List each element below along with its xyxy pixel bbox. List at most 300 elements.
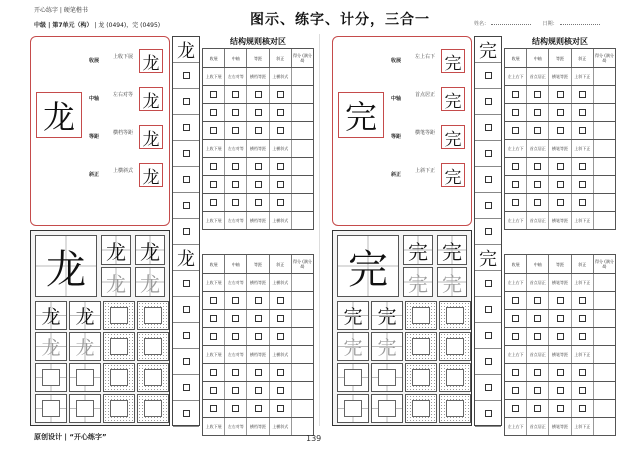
checkbox[interactable] [557, 297, 564, 304]
checkbox[interactable] [557, 109, 564, 116]
table-cell: 横笔等距 [549, 212, 571, 229]
checkbox[interactable] [534, 199, 541, 206]
checkbox[interactable] [277, 297, 284, 304]
table-cell [292, 292, 313, 309]
practice-cell[interactable] [403, 235, 433, 265]
checkbox[interactable] [485, 72, 492, 79]
checkbox[interactable] [485, 202, 492, 209]
checkbox[interactable] [183, 358, 190, 365]
checkbox[interactable] [255, 91, 262, 98]
practice-char: 完 [377, 306, 397, 328]
checkbox[interactable] [183, 410, 190, 417]
table-cell: 横档等距 [247, 140, 269, 157]
table-cell [527, 158, 549, 175]
table-cell: 上斜下正 [572, 212, 594, 229]
practice-cell[interactable] [135, 267, 165, 297]
table-cell: 上横斜式 [270, 140, 292, 157]
practice-cell[interactable] [371, 332, 403, 361]
checkbox[interactable] [183, 98, 190, 105]
table-cell [594, 122, 615, 139]
checkbox[interactable] [512, 127, 519, 134]
checkbox[interactable] [579, 387, 586, 394]
table-cell: 左上右下 [505, 212, 527, 229]
checkbox[interactable] [557, 127, 564, 134]
checkbox[interactable] [183, 72, 190, 79]
checkbox[interactable] [255, 387, 262, 394]
table-cell [203, 122, 225, 139]
practice-cell[interactable] [337, 394, 369, 423]
practice-cell[interactable] [337, 301, 369, 330]
check-column [474, 36, 502, 426]
table-row [504, 382, 616, 400]
checkbox[interactable] [534, 387, 541, 394]
checkbox[interactable] [557, 387, 564, 394]
checkbox[interactable] [277, 109, 284, 116]
checkbox[interactable] [534, 181, 541, 188]
table-row [202, 292, 314, 310]
table-cell [549, 122, 571, 139]
table-cell [527, 328, 549, 345]
table-cell [225, 104, 247, 121]
practice-cell[interactable] [439, 332, 471, 361]
checkbox[interactable] [534, 163, 541, 170]
checkbox[interactable] [183, 228, 190, 235]
checkbox[interactable] [255, 109, 262, 116]
checkbox[interactable] [210, 405, 217, 412]
checkbox[interactable] [485, 384, 492, 391]
table-row [504, 292, 616, 310]
checkbox[interactable] [512, 315, 519, 322]
table-cell [527, 292, 549, 309]
table-cell [594, 158, 615, 175]
checkbox[interactable] [277, 387, 284, 394]
table-header-cell: 中轴 [225, 49, 247, 67]
checkbox[interactable] [485, 124, 492, 131]
rule-example-char: 龙 [139, 125, 163, 149]
practice-box [42, 400, 60, 416]
date-label: 日期： [542, 21, 558, 27]
rule-example-char: 完 [441, 163, 465, 187]
checkbox[interactable] [277, 127, 284, 134]
checkbox[interactable] [277, 91, 284, 98]
checkbox[interactable] [512, 297, 519, 304]
checkbox[interactable] [579, 181, 586, 188]
checkbox[interactable] [557, 199, 564, 206]
checkbox[interactable] [277, 405, 284, 412]
table-cell [292, 122, 313, 139]
checkbox[interactable] [210, 91, 217, 98]
table-cell [527, 104, 549, 121]
checkbox[interactable] [232, 369, 239, 376]
checkbox[interactable] [557, 315, 564, 322]
table-cell [527, 176, 549, 193]
table-cell [292, 212, 313, 229]
rule-example-char: 完 [441, 87, 465, 111]
table-row [504, 68, 616, 86]
table-cell [594, 382, 615, 399]
checkbox[interactable] [557, 369, 564, 376]
table-row [202, 274, 314, 292]
checkbox[interactable] [210, 163, 217, 170]
table-header-cell: 等距 [549, 255, 571, 273]
checkbox[interactable] [534, 109, 541, 116]
practice-cell[interactable] [337, 332, 369, 361]
checkbox[interactable] [183, 124, 190, 131]
rule-label-3: 斜正 [89, 172, 100, 178]
practice-cell[interactable] [405, 301, 437, 330]
practice-box [412, 307, 430, 323]
practice-cell[interactable] [337, 363, 369, 392]
practice-char: 完 [408, 271, 428, 296]
table-cell: 上收下展 [203, 68, 225, 85]
practice-box [144, 307, 162, 323]
table-cell [247, 292, 269, 309]
checkbox[interactable] [534, 405, 541, 412]
practice-big-char: 完 [348, 246, 388, 293]
checkbox[interactable] [277, 369, 284, 376]
table-cell [225, 364, 247, 381]
practice-cell[interactable] [137, 332, 169, 361]
practice-cell[interactable] [103, 301, 135, 330]
table-row [504, 158, 616, 176]
checkbox[interactable] [232, 315, 239, 322]
practice-cell[interactable] [69, 332, 101, 361]
table-cell [247, 364, 269, 381]
checkbox[interactable] [485, 98, 492, 105]
table-row [504, 86, 616, 104]
table-cell [247, 176, 269, 193]
checkbox[interactable] [512, 181, 519, 188]
page-divider [319, 34, 320, 426]
practice-char: 完 [377, 337, 397, 359]
table-header-cell: 收展 [505, 255, 527, 273]
rule-example-char: 龙 [139, 49, 163, 73]
checkbox[interactable] [232, 405, 239, 412]
practice-box [344, 369, 362, 385]
checkbox[interactable] [485, 228, 492, 235]
practice-cell[interactable] [371, 363, 403, 392]
practice-cell[interactable] [137, 394, 169, 423]
checkbox[interactable] [277, 315, 284, 322]
checkbox[interactable] [232, 91, 239, 98]
practice-box [446, 338, 464, 354]
checkbox[interactable] [579, 109, 586, 116]
checkbox[interactable] [534, 127, 541, 134]
checkbox[interactable] [210, 109, 217, 116]
table-cell: 横档等距 [247, 274, 269, 291]
practice-cell[interactable] [437, 267, 467, 297]
checkbox[interactable] [183, 176, 190, 183]
practice-cell[interactable] [35, 332, 67, 361]
checkbox[interactable] [485, 332, 492, 339]
checkbox[interactable] [232, 163, 239, 170]
checkbox[interactable] [210, 181, 217, 188]
checkbox[interactable] [534, 315, 541, 322]
checkbox[interactable] [512, 91, 519, 98]
checkbox[interactable] [232, 333, 239, 340]
table-cell: 横笔等距 [549, 274, 571, 291]
table-cell [225, 382, 247, 399]
practice-cell[interactable] [69, 363, 101, 392]
checkbox[interactable] [183, 280, 190, 287]
table-row [202, 176, 314, 194]
practice-char: 龙 [140, 271, 160, 296]
table-cell [225, 158, 247, 175]
checkbox[interactable] [232, 181, 239, 188]
column-head-char: 完 [479, 248, 497, 270]
practice-cell[interactable] [439, 363, 471, 392]
checkbox[interactable] [210, 369, 217, 376]
checkbox[interactable] [579, 91, 586, 98]
checkbox[interactable] [557, 91, 564, 98]
checkbox[interactable] [255, 369, 262, 376]
table-cell: 上收下展 [203, 274, 225, 291]
table-cell [292, 274, 313, 291]
table-row [504, 364, 616, 382]
table-header-cell: 斜正 [270, 255, 292, 273]
table-row [202, 346, 314, 364]
checkbox[interactable] [579, 163, 586, 170]
checkbox[interactable] [512, 109, 519, 116]
practice-cell[interactable] [371, 301, 403, 330]
checkbox[interactable] [512, 369, 519, 376]
practice-cell[interactable] [101, 267, 131, 297]
table-cell: 横档等距 [247, 418, 269, 435]
practice-cell[interactable] [403, 267, 433, 297]
table-cell [270, 364, 292, 381]
practice-cell[interactable] [35, 301, 67, 330]
checkbox[interactable] [557, 163, 564, 170]
checkbox[interactable] [255, 333, 262, 340]
check-cell [475, 115, 501, 141]
practice-cell[interactable] [405, 363, 437, 392]
table-cell [572, 292, 594, 309]
practice-char: 完 [343, 306, 363, 328]
checkbox[interactable] [183, 202, 190, 209]
table-cell [292, 158, 313, 175]
practice-box [446, 369, 464, 385]
checkbox[interactable] [255, 163, 262, 170]
check-cell [173, 401, 199, 427]
character-panel-1 [30, 34, 314, 429]
check-cell [475, 245, 501, 271]
checkbox[interactable] [512, 387, 519, 394]
practice-cell[interactable] [405, 394, 437, 423]
practice-cell[interactable] [69, 394, 101, 423]
character-panel-2 [332, 34, 616, 429]
practice-char: 完 [343, 337, 363, 359]
table-cell [292, 68, 313, 85]
checkbox[interactable] [512, 163, 519, 170]
practice-cell[interactable] [439, 394, 471, 423]
table-header-cell: 收展 [505, 49, 527, 67]
page-header [0, 0, 640, 36]
checkbox[interactable] [255, 405, 262, 412]
table-cell [594, 86, 615, 103]
checkbox[interactable] [579, 405, 586, 412]
table-row [202, 418, 314, 436]
checkbox[interactable] [277, 333, 284, 340]
table-cell: 左上右下 [505, 140, 527, 157]
checkbox[interactable] [232, 127, 239, 134]
table-cell [527, 400, 549, 417]
table-cell: 首点居正 [527, 346, 549, 363]
checkbox[interactable] [557, 181, 564, 188]
checkbox[interactable] [534, 297, 541, 304]
checkbox[interactable] [485, 176, 492, 183]
table-cell: 左上右下 [505, 68, 527, 85]
checkbox[interactable] [232, 297, 239, 304]
checkbox[interactable] [210, 333, 217, 340]
checkbox[interactable] [557, 333, 564, 340]
checkbox[interactable] [579, 297, 586, 304]
table-header-cell: 等距 [247, 255, 269, 273]
table-row [202, 68, 314, 86]
date-input-line[interactable] [560, 24, 600, 25]
checkbox[interactable] [232, 387, 239, 394]
check-cell [475, 37, 501, 63]
practice-char: 龙 [41, 306, 61, 328]
checkbox[interactable] [183, 332, 190, 339]
practice-char: 龙 [140, 239, 160, 264]
checkbox[interactable] [579, 127, 586, 134]
check-cell [475, 297, 501, 323]
checkbox[interactable] [534, 369, 541, 376]
practice-cell[interactable] [69, 301, 101, 330]
table-cell [270, 382, 292, 399]
checkbox[interactable] [512, 333, 519, 340]
table-cell [292, 104, 313, 121]
checkbox[interactable] [255, 315, 262, 322]
table-row [202, 400, 314, 418]
practice-cell[interactable] [103, 332, 135, 361]
checkbox[interactable] [255, 181, 262, 188]
table-cell [292, 382, 313, 399]
checkbox[interactable] [579, 199, 586, 206]
practice-cell[interactable] [137, 301, 169, 330]
table-cell [505, 400, 527, 417]
name-input-line[interactable] [491, 24, 531, 25]
table-header-cell: 中轴 [225, 255, 247, 273]
table-cell [270, 194, 292, 211]
checkbox[interactable] [485, 150, 492, 157]
practice-cell[interactable] [135, 235, 165, 265]
table-cell [270, 328, 292, 345]
practice-big-cell [35, 235, 97, 297]
checkbox[interactable] [232, 109, 239, 116]
table-cell [549, 328, 571, 345]
table-row [504, 140, 616, 158]
checkbox[interactable] [232, 199, 239, 206]
practice-cell[interactable] [439, 301, 471, 330]
checkbox[interactable] [579, 333, 586, 340]
checkbox[interactable] [277, 163, 284, 170]
checkbox[interactable] [579, 315, 586, 322]
checkbox[interactable] [512, 405, 519, 412]
checkbox[interactable] [210, 387, 217, 394]
table-cell [270, 176, 292, 193]
table-cell [594, 194, 615, 211]
checkbox[interactable] [485, 306, 492, 313]
practice-cell[interactable] [437, 235, 467, 265]
checkbox[interactable] [183, 306, 190, 313]
checkbox[interactable] [210, 199, 217, 206]
table-cell [549, 310, 571, 327]
checkbox[interactable] [512, 199, 519, 206]
table-cell: 上斜下正 [572, 346, 594, 363]
checkbox[interactable] [277, 199, 284, 206]
rule-label-3: 斜正 [391, 172, 402, 178]
checkbox[interactable] [210, 127, 217, 134]
rule-desc-1: 左右对等 [112, 92, 133, 98]
checkbox[interactable] [579, 369, 586, 376]
checkbox[interactable] [255, 199, 262, 206]
practice-cell[interactable] [371, 394, 403, 423]
practice-box [378, 369, 396, 385]
table-header-cell: 斜正 [572, 49, 594, 67]
checkbox[interactable] [485, 280, 492, 287]
checkbox[interactable] [534, 333, 541, 340]
table-row [504, 328, 616, 346]
check-cell [475, 349, 501, 375]
table-cell: 横笔等距 [549, 68, 571, 85]
table-cell [225, 328, 247, 345]
practice-box [412, 400, 430, 416]
table-cell: 上斜下正 [572, 140, 594, 157]
practice-cell[interactable] [405, 332, 437, 361]
practice-cell[interactable] [137, 363, 169, 392]
checkbox[interactable] [210, 297, 217, 304]
checkbox[interactable] [183, 150, 190, 157]
table-cell [594, 328, 615, 345]
checkbox[interactable] [485, 358, 492, 365]
page-number: 139 [306, 434, 322, 443]
checkbox[interactable] [485, 410, 492, 417]
practice-char: 完 [442, 239, 462, 264]
checkbox[interactable] [183, 384, 190, 391]
checkbox[interactable] [255, 297, 262, 304]
table-cell [203, 382, 225, 399]
table-cell [572, 176, 594, 193]
practice-cell[interactable] [101, 235, 131, 265]
column-head-char: 龙 [177, 40, 195, 62]
practice-cell[interactable] [103, 394, 135, 423]
checkbox[interactable] [534, 91, 541, 98]
char-codes: | 龙 (0494)，完 (0495) [94, 22, 161, 29]
checkbox[interactable] [255, 127, 262, 134]
check-cell [173, 245, 199, 271]
table-row [202, 212, 314, 230]
table-cell: 首点居正 [527, 274, 549, 291]
checkbox[interactable] [277, 181, 284, 188]
practice-box [446, 307, 464, 323]
checkbox[interactable] [557, 405, 564, 412]
table-cell [247, 158, 269, 175]
practice-cell[interactable] [35, 363, 67, 392]
table-cell [594, 310, 615, 327]
table-cell [594, 346, 615, 363]
table-cell: 上收下展 [203, 140, 225, 157]
table-header-cell: 得分 (满分4) [292, 259, 312, 269]
table-cell: 上横斜式 [270, 68, 292, 85]
table-cell: 左右对等 [225, 274, 247, 291]
checkbox[interactable] [210, 315, 217, 322]
practice-cell[interactable] [35, 394, 67, 423]
table-cell [572, 364, 594, 381]
practice-box [144, 369, 162, 385]
check-cell [475, 401, 501, 427]
practice-cell[interactable] [103, 363, 135, 392]
